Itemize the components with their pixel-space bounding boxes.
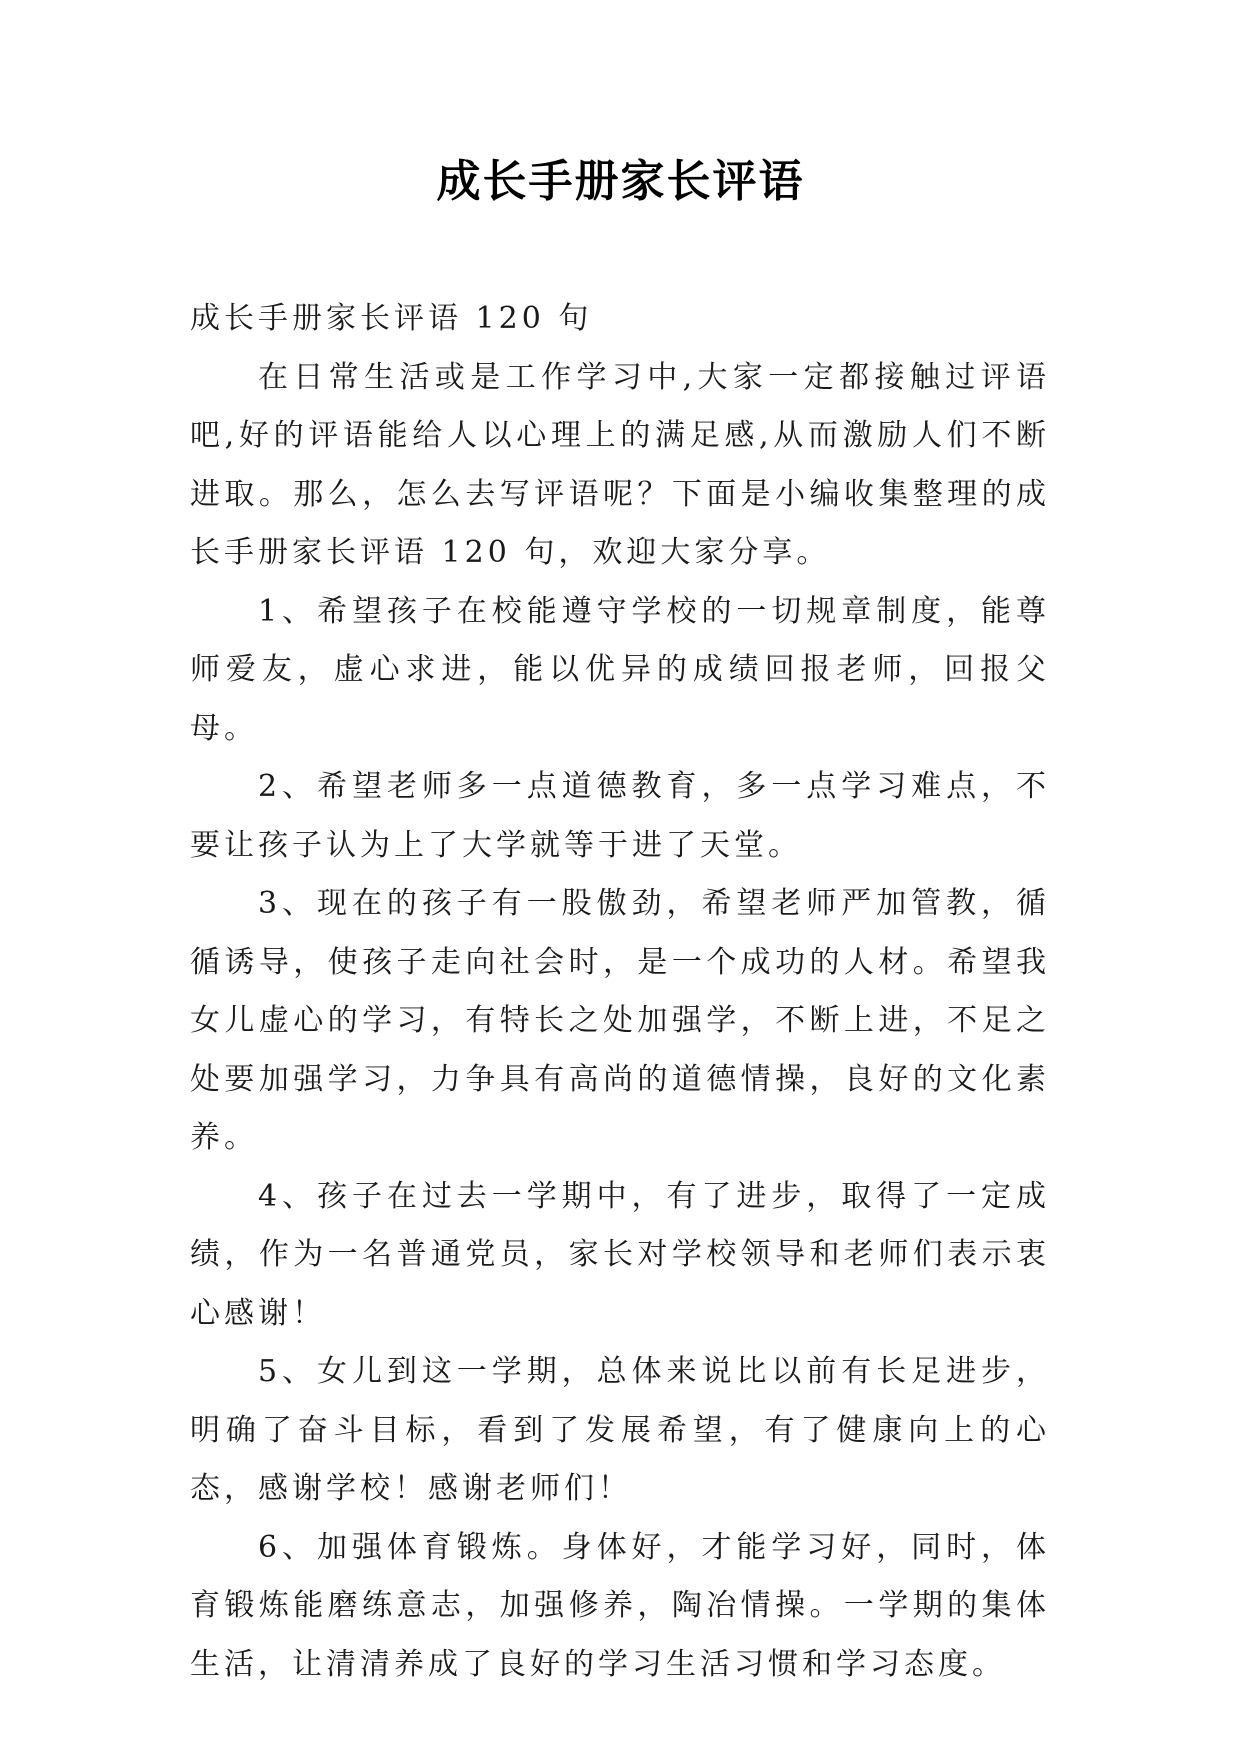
comment-paragraph-3: 3、现在的孩子有一股傲劲，希望老师严加管教，循循诱导，使孩子走向社会时，是一个成功的人材。希望我女儿虚心的学习，有特长之处加强学，不断上进，不足之处要加强学习，力争具有高尚的道德情操，良好的文化素养。 [190, 886, 1050, 1155]
comment-paragraph-2: 2、希望老师多一点道德教育，多一点学习难点，不要让孩子认为上了大学就等于进了天堂。 [190, 769, 1050, 863]
intro-paragraph: 在日常生活或是工作学习中,大家一定都接触过评语吧,好的评语能给人以心理上的满足感,从而激励人们不断进取。那么，怎么去写评语呢？下面是小编收集整理的成长手册家长评语 120 句，欢迎大家分享。 [190, 359, 1050, 570]
document-subtitle: 成长手册家长评语 120 句 [190, 301, 593, 336]
comment-paragraph-5: 5、女儿到这一学期，总体来说比以前有长足进步，明确了奋斗目标，看到了发展希望，有了健康向上的心态，感谢学校！感谢老师们！ [190, 1354, 1050, 1506]
document-title: 成长手册家长评语 [436, 156, 805, 207]
comment-paragraph-6: 6、加强体育锻炼。身体好，才能学习好，同时，体育锻炼能磨练意志，加强修养，陶冶情操。一学期的集体生活，让清清养成了良好的学习生活习惯和学习态度。 [190, 1529, 1050, 1682]
document-body [190, 290, 1050, 1694]
comment-paragraph-4: 4、孩子在过去一学期中，有了进步，取得了一定成绩，作为一名普通党员，家长对学校领导和老师们表示衷心感谢！ [190, 1178, 1050, 1331]
comment-paragraph-1: 1、希望孩子在校能遵守学校的一切规章制度，能尊师爱友，虚心求进，能以优异的成绩回报老师，回报父母。 [190, 593, 1050, 746]
